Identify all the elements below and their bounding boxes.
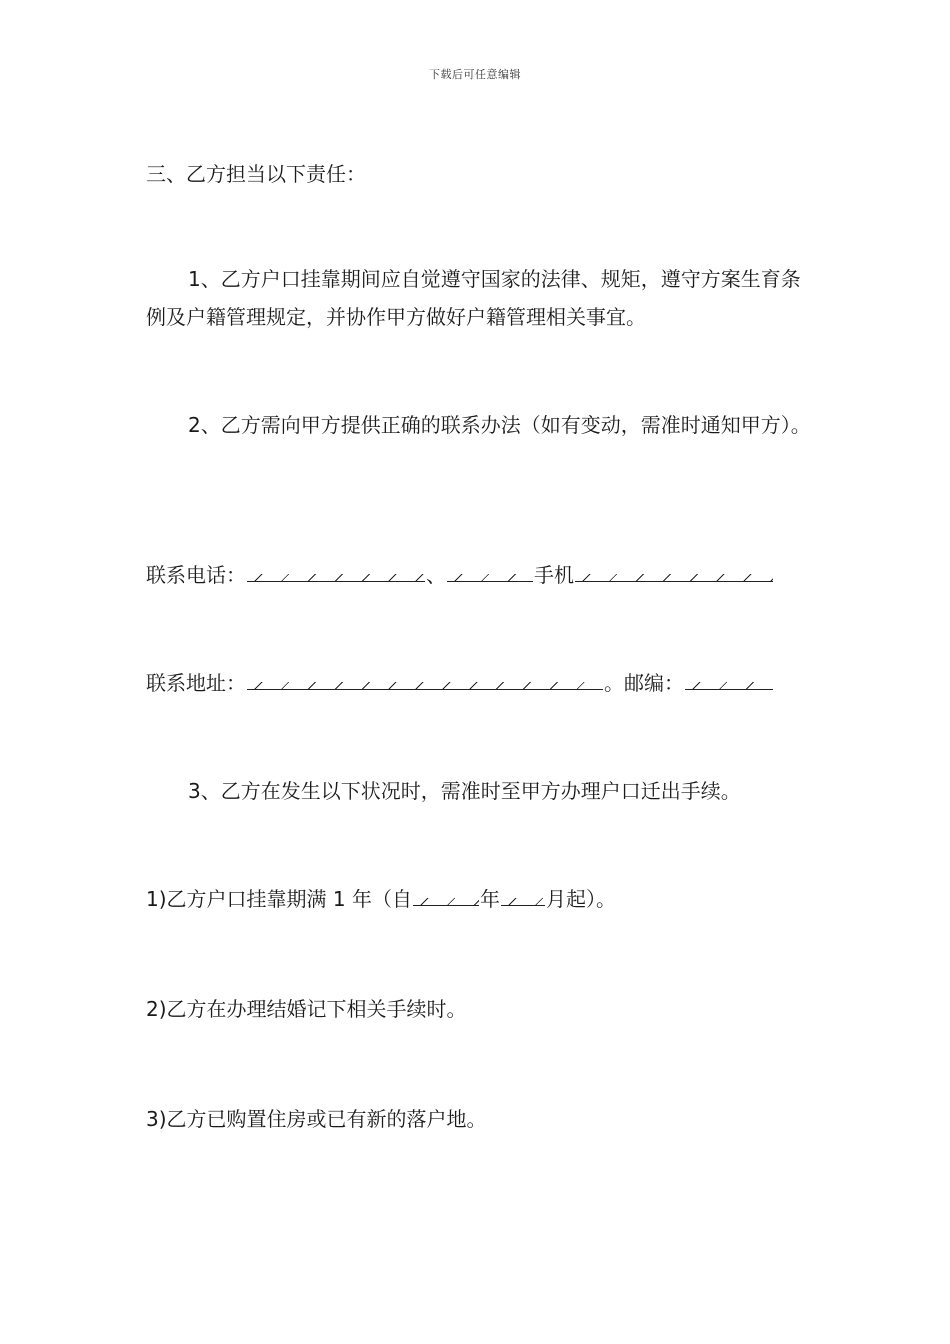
phone-separator: 、 xyxy=(426,563,446,587)
postcode-blank-field[interactable] xyxy=(685,677,773,690)
clause-1: 1、乙方户口挂靠期间应自觉遵守国家的法律、规矩，遵守方案生育条例及户籍管理规定，并协作甲方做好户籍管理相关事宜。 xyxy=(146,267,801,329)
postcode-label: 。邮编： xyxy=(604,671,684,695)
condition-1-prefix: 1)乙方户口挂靠期满 1 年（自 xyxy=(146,887,412,911)
year-blank-field[interactable] xyxy=(413,893,479,906)
month-blank-field[interactable] xyxy=(501,893,545,906)
phone-extra-blank-field[interactable] xyxy=(447,569,533,582)
address-blank-field[interactable] xyxy=(247,677,603,690)
condition-3: 3)乙方已购置住房或已有新的落户地。 xyxy=(146,1107,487,1131)
year-label: 年 xyxy=(479,887,500,911)
page-header: 下载后可任意编辑 xyxy=(429,68,521,81)
section-heading: 三、乙方担当以下责任： xyxy=(146,162,366,186)
phone-blank-field[interactable] xyxy=(247,569,425,582)
clause-2: 2、乙方需向甲方提供正确的联系办法（如有变动，需准时通知甲方）。 xyxy=(188,413,811,437)
phone-line xyxy=(146,556,826,594)
condition-2: 2)乙方在办理结婚记下相关手续时。 xyxy=(146,997,467,1021)
mobile-label: 手机 xyxy=(534,563,574,587)
clause-3: 3、乙方在发生以下状况时，需准时至甲方办理户口迁出手续。 xyxy=(188,779,741,803)
mobile-blank-field[interactable] xyxy=(575,569,773,582)
phone-label: 联系电话： xyxy=(146,563,246,587)
condition-1 xyxy=(146,880,826,918)
address-line xyxy=(146,664,826,702)
month-label: 月起）。 xyxy=(545,887,616,911)
address-label: 联系地址： xyxy=(146,671,246,695)
